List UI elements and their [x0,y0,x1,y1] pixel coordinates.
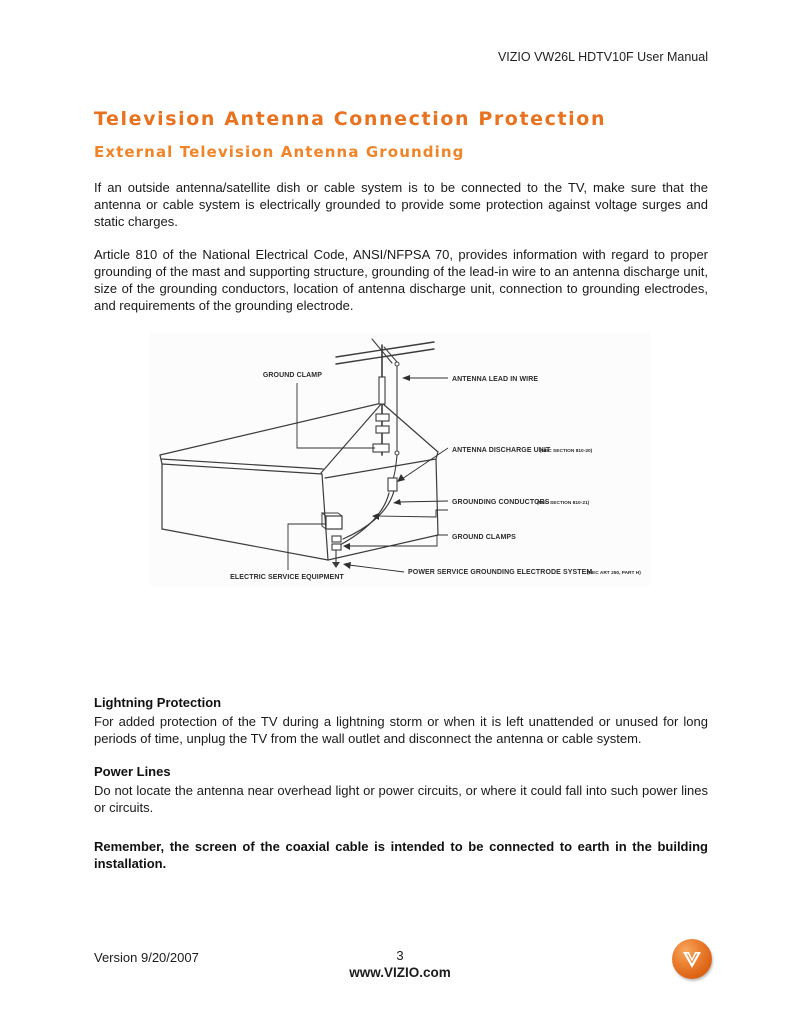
ground-clamp-symbol-2 [332,544,341,550]
paragraph-grounding-intro: If an outside antenna/satellite dish or cable system is to be connected to the TV, make sure that the antenna or cable system is electrically grounded to provide some protection against voltage surges and static charges. [94,180,708,229]
footer-website: www.VIZIO.com [349,965,451,980]
section-body-power-lines: Do not locate the antenna near overhead light or power circuits, or where it could fall into such power lines or circuits. [94,783,708,815]
diagram-label-power-service: POWER SERVICE GROUNDING ELECTRODE SYSTEM [408,569,593,576]
footer-page-number: 3 [396,948,404,963]
diagram-label-ground-clamp: GROUND CLAMP [262,372,322,379]
diagram-label-electric-service-equipment: ELECTRIC SERVICE EQUIPMENT [230,574,344,581]
footer-version: Version 9/20/2007 [94,950,199,965]
diagram-note-power-service: (NEC ART 250, PART H) [587,571,641,576]
grounding-electrode-symbol [332,562,340,568]
diagram-label-grounding-conductors: GROUNDING CONDUCTORS [452,499,550,506]
lead-in-wire [388,362,399,491]
vizio-logo-v-icon [672,939,712,979]
grounding-diagram [150,333,650,586]
diagram-note-antenna-discharge-unit: (NEC SECTION 810-20) [540,449,593,454]
diagram-label-antenna-lead-in-wire: ANTENNA LEAD IN WIRE [452,376,539,383]
antenna-mast [336,339,434,455]
antenna-discharge-unit-symbol [388,478,397,491]
page-subtitle: External Television Antenna Grounding [94,143,465,161]
section-heading-lightning-protection: Lightning Protection [94,695,222,710]
paragraph-nec-article: Article 810 of the National Electrical Code, ANSI/NFPSA 70, provides information with regard to proper grounding of the mast and supporting structure, grounding of the lead-in wire to an antenna discharge unit, size of the grounding conductors, location of antenna discharge unit, connection to grounding electrodes, and requirements of the grounding electrode. [94,247,708,313]
page-title: Television Antenna Connection Protection [94,108,607,130]
diagram-label-antenna-discharge-unit: ANTENNA DISCHARGE UNIT [452,447,551,454]
grounding-diagram-drawing [150,333,650,586]
page-header: VIZIO VW26L HDTV10F User Manual [497,50,708,64]
diagram-label-ground-clamps: GROUND CLAMPS [452,534,516,541]
section-body-lightning-protection: For added protection of the TV during a lightning storm or when it is left unattended or unused for long periods of time, unplug the TV from the wall outlet and disconnect the antenna or cable system. [94,714,708,746]
diagram-note-grounding-conductors: (NEC SECTION 810-21) [537,501,590,506]
section-heading-power-lines: Power Lines [94,764,171,779]
vizio-logo [672,939,712,979]
ground-clamp-symbol-1 [332,536,341,542]
paragraph-coaxial-warning: Remember, the screen of the coaxial cable is intended to be connected to earth in the building installation. [94,839,708,871]
